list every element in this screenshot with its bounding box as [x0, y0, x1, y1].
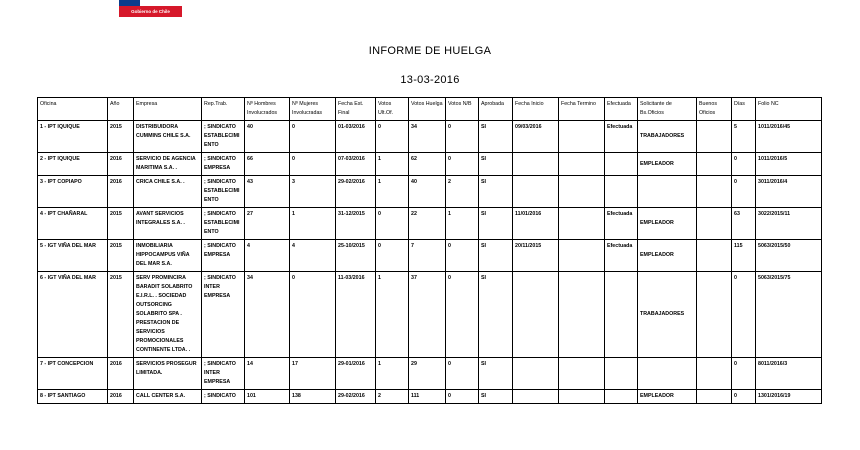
table-cell [697, 272, 732, 358]
table-cell: ; SINDICATO EMPRESA [202, 240, 245, 272]
table-cell: 2016 [108, 153, 134, 176]
column-header: Folio NC [756, 98, 822, 121]
table-cell: 11-03/2016 [336, 272, 376, 358]
table-cell: TRABAJADORES [638, 121, 697, 153]
table-cell: 2015 [108, 208, 134, 240]
table-cell [559, 358, 605, 390]
table-cell: SI [479, 153, 513, 176]
table-cell: 138 [290, 390, 336, 404]
table-cell: TRABAJADORES [638, 272, 697, 358]
table-cell: 40 [409, 176, 446, 208]
table-row [38, 121, 822, 153]
table-cell: 0 [446, 272, 479, 358]
table-cell: 3 - IPT COPIAPO [38, 176, 108, 208]
table-cell: 25-10/2015 [336, 240, 376, 272]
table-cell: EMPLEADOR [638, 208, 697, 240]
table-cell: 31-12/2015 [336, 208, 376, 240]
table-cell: 0 [732, 176, 756, 208]
logo-text: Gobierno de Chile [131, 9, 170, 14]
table-cell [697, 153, 732, 176]
table-cell [697, 176, 732, 208]
table-cell: 0 [446, 390, 479, 404]
table-cell [605, 272, 638, 358]
table-cell: 2016 [108, 390, 134, 404]
table-cell: 1011/2016/45 [756, 121, 822, 153]
table-cell: 1 [376, 176, 409, 208]
table-cell: 29 [409, 358, 446, 390]
table-cell: 63 [732, 208, 756, 240]
table-cell: 2 - IPT IQUIQUE [38, 153, 108, 176]
table-cell: 1 [376, 153, 409, 176]
table-cell [697, 208, 732, 240]
table-cell: 1 [290, 208, 336, 240]
table-cell: CRICA CHILE S.A. . [134, 176, 202, 208]
table-cell: 3 [290, 176, 336, 208]
table-cell: Efectuada [605, 240, 638, 272]
table-header-row [38, 98, 822, 121]
table-cell: 34 [409, 121, 446, 153]
table-cell: 0 [446, 121, 479, 153]
table-cell: 01-03/2016 [336, 121, 376, 153]
table-cell: SI [479, 240, 513, 272]
table-cell: 4 - IPT CHAÑARAL [38, 208, 108, 240]
table-cell: 29-01/2016 [336, 358, 376, 390]
table-cell: 0 [376, 208, 409, 240]
table-cell: 14 [245, 358, 290, 390]
table-cell [559, 121, 605, 153]
table-cell [697, 358, 732, 390]
table-cell [605, 176, 638, 208]
table-cell: 43 [245, 176, 290, 208]
table-cell: ; SINDICATO ESTABLECIMIENTO [202, 176, 245, 208]
table-cell: SERV PROMINCIRA BARADIT SOLABRITO E.I.R.L. . SOCIEDAD OUTSORCING SOLABRITO SPA . PRESTACION DE SERVICIOS PROMOCIONALES CONTINENTE LTDA. . [134, 272, 202, 358]
table-cell: 29-02/2016 [336, 390, 376, 404]
table-row [38, 358, 822, 390]
gobierno-logo [119, 0, 182, 17]
table-cell: SI [479, 121, 513, 153]
table-cell: 7 - IPT CONCEPCION [38, 358, 108, 390]
table-cell [605, 390, 638, 404]
table-row [38, 153, 822, 176]
table-cell: 66 [245, 153, 290, 176]
table-cell: 27 [245, 208, 290, 240]
table-cell [697, 390, 732, 404]
table-cell: 37 [409, 272, 446, 358]
table-cell: SERVICIOS PROSEGUR LIMITADA. [134, 358, 202, 390]
report-title: INFORME DE HUELGA [368, 45, 492, 57]
table-cell: 40 [245, 121, 290, 153]
table-cell [559, 390, 605, 404]
table-cell: 34 [245, 272, 290, 358]
table-cell: 4 [290, 240, 336, 272]
table-row [38, 176, 822, 208]
column-header: Empresa [134, 98, 202, 121]
column-header: Año [108, 98, 134, 121]
table-cell [697, 240, 732, 272]
table-cell: 17 [290, 358, 336, 390]
table-cell: 1301/2016/19 [756, 390, 822, 404]
table-cell: 5 [732, 121, 756, 153]
column-header: Rep.Trab. [202, 98, 245, 121]
column-header: Votos N/B [446, 98, 479, 121]
table-cell: SI [479, 358, 513, 390]
table-cell: SI [479, 208, 513, 240]
column-header: Aprobada [479, 98, 513, 121]
table-cell: 1 [376, 272, 409, 358]
column-header: Fecha Inicio [513, 98, 559, 121]
table-cell: ; SINDICATO INTER EMPRESA [202, 358, 245, 390]
table-cell [559, 272, 605, 358]
table-cell [697, 121, 732, 153]
table-cell [605, 153, 638, 176]
table-cell: 5063/2015/50 [756, 240, 822, 272]
table-cell: 1 - IPT IQUIQUE [38, 121, 108, 153]
table-cell: 2 [446, 176, 479, 208]
table-cell: 0 [446, 153, 479, 176]
table-cell [513, 176, 559, 208]
table-cell: 3011/2016/4 [756, 176, 822, 208]
table-cell: 1 [446, 208, 479, 240]
table-cell: SERVICIO DE AGENCIA MARITIMA S.A. . [134, 153, 202, 176]
table-cell: DISTRIBUIDORA CUMMINS CHILE S.A. [134, 121, 202, 153]
table-cell: 8011/2016/3 [756, 358, 822, 390]
table-cell: 62 [409, 153, 446, 176]
table-cell: 0 [732, 358, 756, 390]
table-cell: SI [479, 390, 513, 404]
table-cell: 0 [732, 153, 756, 176]
table-cell: ; SINDICATO ESTABLECIMIENTO [202, 208, 245, 240]
table-cell: EMPLEADOR [638, 390, 697, 404]
column-header: Nº Hombres Involucrados [245, 98, 290, 121]
table-cell: 3022/2015/11 [756, 208, 822, 240]
table-cell: SI [479, 176, 513, 208]
table-cell: 0 [290, 153, 336, 176]
table-cell: 115 [732, 240, 756, 272]
table-cell: 5063/2015/75 [756, 272, 822, 358]
table-cell [513, 272, 559, 358]
table-cell [513, 358, 559, 390]
table-cell: 11/01/2016 [513, 208, 559, 240]
table-cell: ; SINDICATO EMPRESA [202, 153, 245, 176]
table-cell: 0 [732, 390, 756, 404]
table-cell: INMOBILIARIA HIPPOCAMPUS VIÑA DEL MAR S.A. [134, 240, 202, 272]
table-row [38, 240, 822, 272]
table-cell: AVANT SERVICIOS INTEGRALES S.A. . [134, 208, 202, 240]
table-cell: 1 [376, 358, 409, 390]
table-cell: 09/03/2016 [513, 121, 559, 153]
table-cell: 2015 [108, 121, 134, 153]
table-cell: 2015 [108, 272, 134, 358]
table-cell: 0 [732, 272, 756, 358]
table-cell: Efectuada [605, 121, 638, 153]
table-cell: 0 [290, 272, 336, 358]
table-cell: 6 - IGT VIÑA DEL MAR [38, 272, 108, 358]
table-cell: CALL CENTER S.A. [134, 390, 202, 404]
table-cell: 2015 [108, 240, 134, 272]
column-header: Buenos Oficios [697, 98, 732, 121]
table-cell: 1011/2016/5 [756, 153, 822, 176]
column-header: Fecha Termino [559, 98, 605, 121]
column-header: Votos Ult.Of. [376, 98, 409, 121]
table-cell [513, 153, 559, 176]
table-cell [513, 390, 559, 404]
table-cell: EMPLEADOR [638, 153, 697, 176]
table-cell: ; SINDICATO INTER EMPRESA [202, 272, 245, 358]
column-header: Fecha Est. Final [336, 98, 376, 121]
table-cell: 0 [376, 121, 409, 153]
table-cell: 22 [409, 208, 446, 240]
table-cell: 8 - IPT SANTIAGO [38, 390, 108, 404]
table-cell: 4 [245, 240, 290, 272]
table-cell: 101 [245, 390, 290, 404]
table-cell: 29-02/2016 [336, 176, 376, 208]
column-header: Nº Mujeres Involucradas [290, 98, 336, 121]
table-cell [559, 208, 605, 240]
table-cell: 2016 [108, 358, 134, 390]
table-cell: 0 [446, 240, 479, 272]
table-cell: 7 [409, 240, 446, 272]
table-cell: 20/11/2015 [513, 240, 559, 272]
table-cell [559, 153, 605, 176]
table-cell: 5 - IGT VIÑA DEL MAR [38, 240, 108, 272]
table-cell: 0 [376, 240, 409, 272]
strike-report-table [37, 97, 822, 404]
column-header: Oficina [38, 98, 108, 121]
column-header: Votos Huelga [409, 98, 446, 121]
table-row [38, 208, 822, 240]
table-cell: 111 [409, 390, 446, 404]
column-header: Solicitante de Bs.Oficios [638, 98, 697, 121]
table-cell: 2016 [108, 176, 134, 208]
table-cell [605, 358, 638, 390]
table-cell: 07-03/2016 [336, 153, 376, 176]
table-cell: 0 [290, 121, 336, 153]
table-cell [638, 176, 697, 208]
table-cell: 2 [376, 390, 409, 404]
table-cell [559, 240, 605, 272]
column-header: Días [732, 98, 756, 121]
table-cell: ; SINDICATO [202, 390, 245, 404]
table-cell: SI [479, 272, 513, 358]
column-header: Efectuada [605, 98, 638, 121]
table-cell [559, 176, 605, 208]
table-body [38, 121, 822, 404]
table-cell: 0 [446, 358, 479, 390]
table-cell: EMPLEADOR [638, 240, 697, 272]
table-cell [638, 358, 697, 390]
table-row [38, 390, 822, 404]
table-cell: ; SINDICATO ESTABLECIMIENTO [202, 121, 245, 153]
report-date: 13-03-2016 [400, 74, 460, 86]
table-cell: Efectuada [605, 208, 638, 240]
table-row [38, 272, 822, 358]
